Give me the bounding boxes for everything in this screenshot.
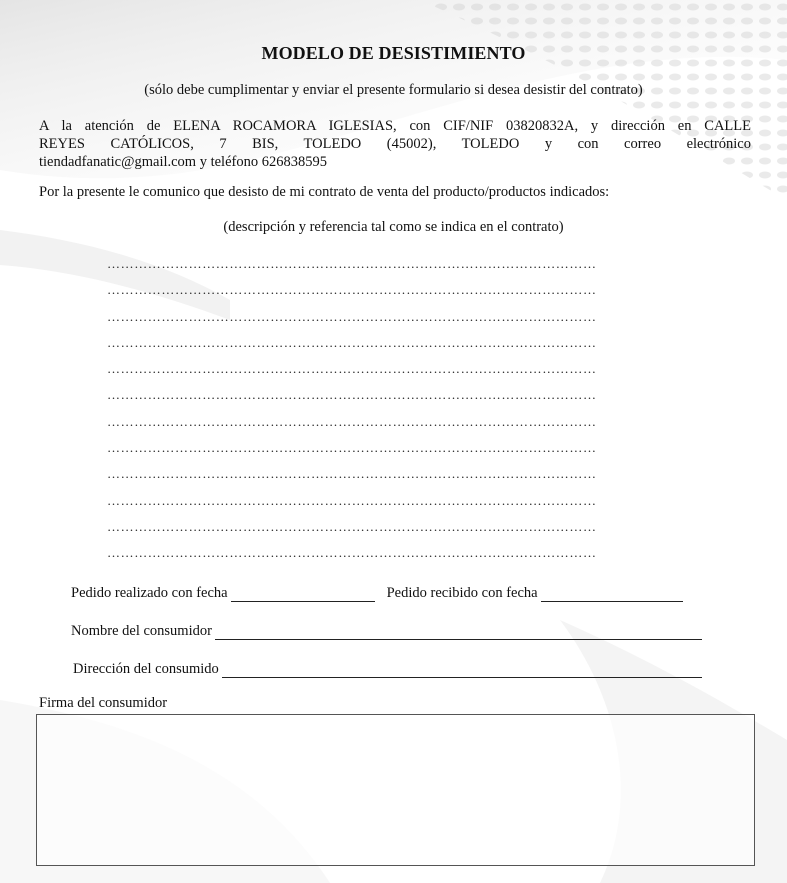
- consumer-name-label: Nombre del consumidor: [71, 623, 212, 639]
- consumer-address-label: Dirección del consumido: [73, 661, 219, 677]
- description-dotted-line[interactable]: ………………………………………………………………………………………………: [107, 413, 597, 429]
- description-dotted-line[interactable]: ………………………………………………………………………………………………: [107, 387, 597, 403]
- received-date-field[interactable]: [541, 587, 683, 602]
- description-dotted-line[interactable]: ………………………………………………………………………………………………: [107, 361, 597, 377]
- signature-label: Firma del consumidor: [39, 695, 168, 711]
- description-dotted-line[interactable]: ………………………………………………………………………………………………: [107, 466, 597, 482]
- order-date-label: Pedido realizado con fecha: [71, 585, 228, 601]
- consumer-address-row: [73, 661, 702, 678]
- form-subtitle: (sólo debe cumplimentar y enviar el presente formulario si desea desistir del contrato): [144, 82, 643, 98]
- order-date-field[interactable]: [231, 587, 375, 602]
- description-dotted-line[interactable]: ………………………………………………………………………………………………: [107, 308, 597, 324]
- order-dates-row: [71, 585, 683, 602]
- withdrawal-statement: Por la presente le comunico que desisto de mi contrato de venta del producto/productos indicados:: [39, 184, 610, 200]
- consumer-name-field[interactable]: [215, 625, 702, 640]
- description-dotted-line[interactable]: ………………………………………………………………………………………………: [107, 256, 597, 271]
- consumer-address-field[interactable]: [222, 663, 702, 678]
- consumer-name-row: [71, 623, 702, 640]
- received-date-label: Pedido recibido con fecha: [386, 585, 538, 601]
- description-dotted-line[interactable]: ………………………………………………………………………………………………: [107, 492, 597, 508]
- description-dotted-line[interactable]: ………………………………………………………………………………………………: [107, 518, 597, 534]
- description-dotted-line[interactable]: ………………………………………………………………………………………………: [107, 334, 597, 350]
- recipient-paragraph: [39, 117, 751, 171]
- product-description-area[interactable]: [107, 256, 683, 572]
- recipient-line: tiendadfanatic@gmail.com y teléfono 626838595: [39, 154, 327, 170]
- description-dotted-line[interactable]: ………………………………………………………………………………………………: [107, 545, 597, 561]
- recipient-line: A la atención de ELENA ROCAMORA IGLESIAS, con CIF/NIF 03820832A, y dirección en CALLE: [39, 118, 751, 134]
- description-dotted-line[interactable]: ………………………………………………………………………………………………: [107, 282, 597, 298]
- description-note: (descripción y referencia tal como se indica en el contrato): [223, 219, 564, 235]
- recipient-line: REYES CATÓLICOS, 7 BIS, TOLEDO (45002), TOLEDO y con correo electrónico: [39, 136, 751, 152]
- form-title: MODELO DE DESISTIMIENTO: [261, 43, 526, 63]
- description-dotted-line[interactable]: ………………………………………………………………………………………………: [107, 440, 597, 456]
- signature-box[interactable]: [36, 714, 755, 866]
